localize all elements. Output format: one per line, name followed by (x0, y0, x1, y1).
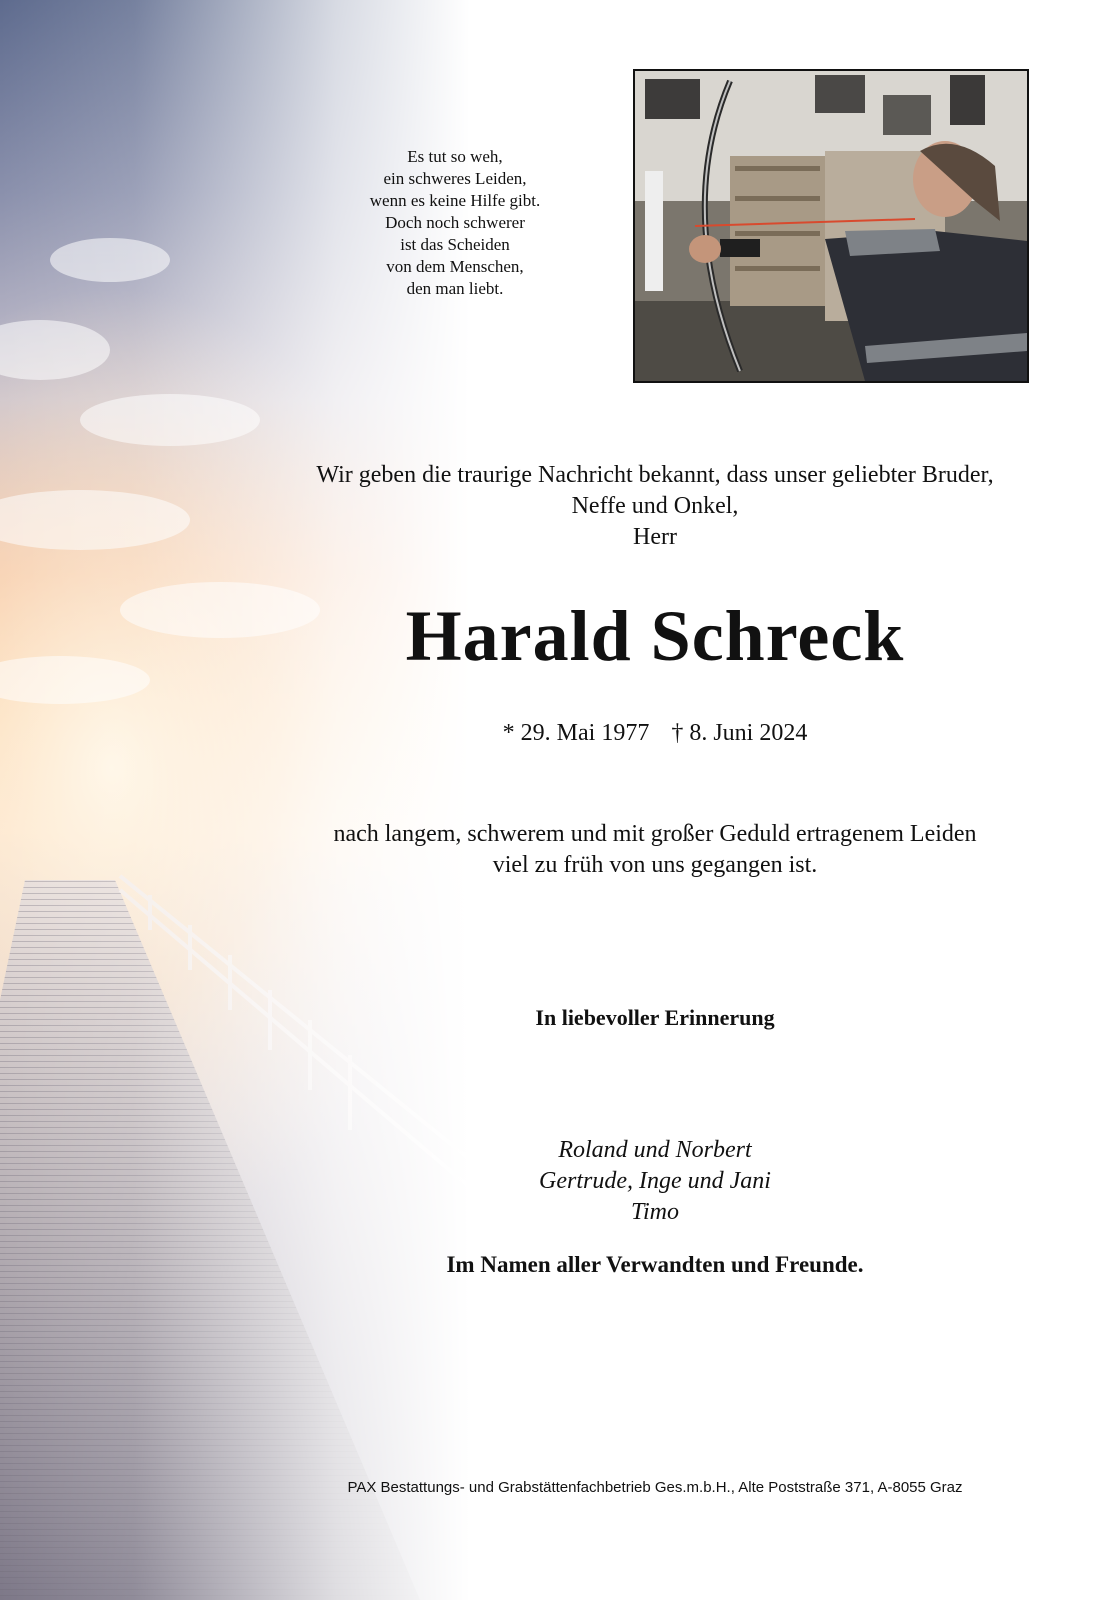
poem-line: von dem Menschen, (386, 257, 524, 276)
funeral-home-footer: PAX Bestattungs- und Grabstättenfachbetrieb Ges.m.b.H., Alte Poststraße 371, A-8055 Graz (347, 1479, 963, 1496)
intro-line: Neffe und Onkel, (571, 493, 739, 519)
announcement-intro (260, 460, 1050, 553)
family-line: Roland und Norbert (558, 1137, 752, 1163)
closing-line: Im Namen aller Verwandten und Freunde. (446, 1252, 864, 1277)
poem-verse (300, 146, 610, 300)
poem-line: den man liebt. (406, 279, 504, 298)
text-line: viel zu früh von uns gegangen ist. (492, 852, 818, 878)
portrait-photo (633, 69, 1029, 383)
family-line: Gertrude, Inge und Jani (539, 1168, 771, 1194)
announcement-text (260, 819, 1050, 881)
text-line: nach langem, schwerem und mit großer Geduld ertragenem Leiden (333, 821, 977, 847)
life-dates (260, 718, 1050, 748)
family-line: Timo (630, 1199, 680, 1225)
birth-date: * 29. Mai 1977 (502, 720, 650, 746)
deceased-name: Harald Schreck (405, 596, 905, 676)
family-names (260, 1135, 1050, 1228)
poem-line: Es tut so weh, (407, 147, 503, 166)
poem-line: ein schweres Leiden, (383, 169, 527, 188)
intro-line: Herr (633, 524, 677, 550)
poem-line: ist das Scheiden (400, 235, 510, 254)
memory-heading: In liebevoller Erinnerung (535, 1005, 775, 1030)
intro-line: Wir geben die traurige Nachricht bekannt, dass unser geliebter Bruder, (316, 462, 994, 488)
poem-line: Doch noch schwerer (385, 213, 525, 232)
death-date: † 8. Juni 2024 (671, 720, 808, 746)
poem-line: wenn es keine Hilfe gibt. (369, 191, 541, 210)
